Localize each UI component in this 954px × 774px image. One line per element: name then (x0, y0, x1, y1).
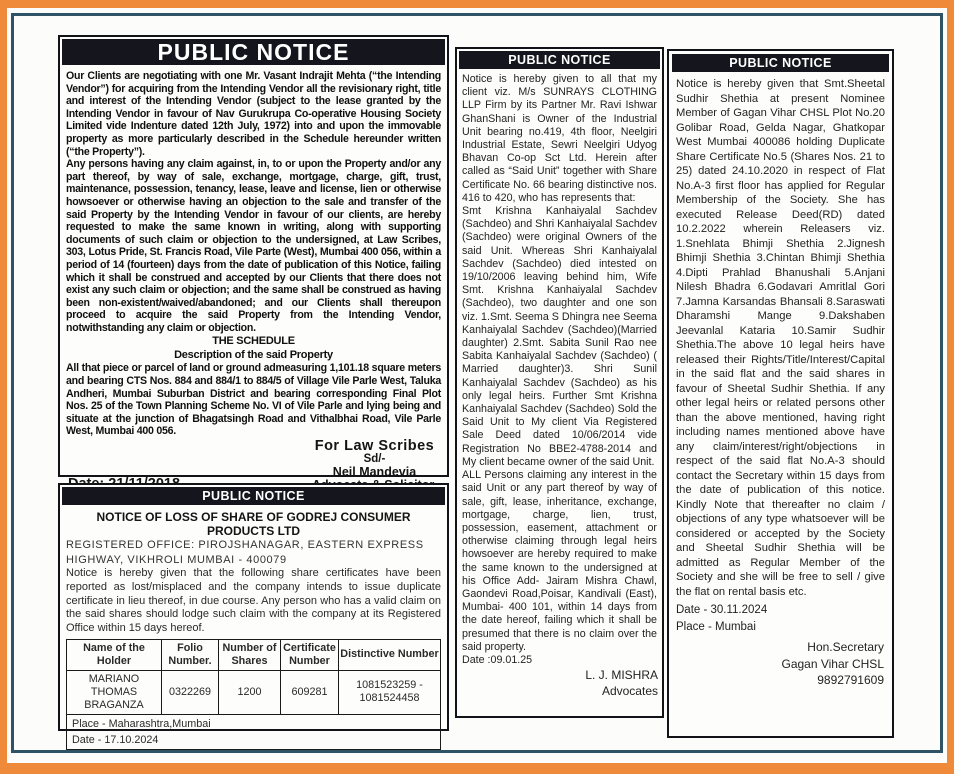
notice-date: Date - 17.10.2024 (72, 733, 159, 746)
signatory-name: Neil Mandevia (332, 465, 417, 480)
notice-paragraph: Notice is hereby given that Smt.Sheetal Sudhir Shethia at present Nominee Member of Gagan Vihar CHSL Plot No.20 Golibar Road, Gelda Nagar, Ghatkopar West Mumbai 400086 holding Duplicate Share Certificate No.5 (Shares Nos. 21 to 25) dated 24.10.2020 in respect of Flat No.A-3 first floor has applied for Regular Membership of the Society. She has executed Release Deed(RD) dated 10.2.2022 wherein Releasers viz. 1.Snehlata Bhimji Shethia 2.Jignesh Bhimji Shethia 3.Chintan Bhimji Shethia 4.Dipti Prahlad Bhanushali 5.Anjani Nilesh Bhadra 6.Godavari Amritlal Gori 7.Jamna Karsandas Bhansali 8.Saraswati Dharamshi Mange 9.Dakshaben Jeevanlal Kataria 10.Samir Sudhir Shethia.The above 10 legal heirs have released their Rights/Title/Interest/Capital in the said flat and the said shares in favour of Sheetal Sudhir Shethia. If any other legal heirs or related persons other than the above mentioned, having right including names mentioned above have any claim/interest/right/objections in respect of the said flat No.A-3 should contact the Secretary within 15 days from the date of publication of this notice. Kindly Note that thereafter no claim / objections of any type whatsoever will be considered or accepted by the Society and Sheetal Sudhir Shethia will be admitted as Regular Member of the Society and she will be free to sell / give the flat on rental basis etc. (676, 78, 885, 598)
notice-place: Place - Maharashtra,Mumbai (72, 717, 211, 730)
folio-cell: 0322269 (162, 670, 219, 714)
public-notice-title-bar (672, 54, 889, 72)
notice-property-body (60, 67, 447, 438)
public-notice-title: PUBLIC NOTICE (202, 489, 305, 503)
column-header: Folio Number. (162, 639, 219, 670)
column-header: Name of the Holder (67, 639, 162, 670)
notice-property (58, 35, 449, 480)
notice-paragraph: Notice is hereby given to all that my client viz. M/s SUNRAYS CLOTHING LLP Firm by its Partner Mr. Ravi Ishwar GhanShani is Owner of the Industrial Unit bearing no.419, 4th floor, Neelgiri Industrial Estate, Sewri Neelgiri Udyog Bhavan Co-op Sct Ltd. Herein after called as “Said Unit” together with Share Certificate No. 66 bearing distinctive nos. 416 to 420, who has represents that: (462, 73, 657, 204)
public-notice-title-bar (62, 39, 445, 65)
notice-godrej (58, 483, 449, 746)
public-notice-title-bar (459, 51, 660, 69)
signatory-name: L. J. MISHRA (585, 668, 658, 683)
notice-sunrays-body (457, 71, 662, 667)
signatory-title: Advocates (601, 684, 658, 699)
table-row (67, 670, 441, 714)
notice-date: Date - 30.11.2024 (676, 604, 768, 616)
notice-gagan-body (669, 75, 892, 599)
column-header: Distinctive Number (339, 639, 441, 670)
notice-paragraph: Any persons having any claim against, in, to or upon the Property and/or any part thereof, by way of sale, exchange, mortgage, charge, gift, trust, maintenance, possession, tenancy, lease, leave and license, lien or otherwise howsoever or otherwise having an objection to the sale and transfer of the said Property by the Intending Vendor in favour of our clients, are hereby requested to make the same known in writing, along with supporting documents of such claim or objection to the undersigned, at Law Scribes, 303, Lotus Pride, St. Francis Road, Vile Parte (West), Mumbai 400 056, within a period of 14 (fourteen) days from the date of publication of this Notice, failing which it shall be construed and accepted by our Clients that there does not exist any such claim or objection; and the same shall be construed as having been non-existent/waived/abandoned; and our Clients shall thereupon proceed to acquire the said Property from the Intending Vendor, notwithstanding any claim or objection. (66, 158, 441, 334)
notice-paragraph: All that piece or parcel of land or ground admeasuring 1,101.18 square meters and bearing CTS Nos. 884 and 884/1 to 884/5 of Village Vile Parle West, Taluka Andheri, Mumbai Suburban District and bearing corresponding Final Plot Nos. 25 of the Town Planning Scheme No. VI of Vile Parle and lying being and situate at the junction of Bhagatsingh Road and Vithalbhai Road, Vile Parle West, Mumbai 400 056. (66, 362, 441, 438)
place-date-box (66, 715, 441, 750)
public-notice-title: PUBLIC NOTICE (157, 39, 350, 65)
notice-paragraph: Our Clients are negotiating with one Mr. Vasant Indrajit Mehta (“the Intending Vendor”) for acquiring from the Intending Vendor all the revisionary right, title and interest of the Intending Vendor (subject to the lease granted by the Intending Vendor in favour of Nav Gurukrupa Co-operative Housing Society Limited vide Indenture dated 12th July, 1972) into and upon the immovable property as more particularly described in the Schedule hereunder written (“the Property”). (66, 70, 441, 158)
registered-office-line: REGISTERED OFFICE: PIROJSHANAGAR, EASTERN EXPRESS HIGHWAY, VIKHROLI MUMBAI - 400079 (66, 539, 424, 566)
schedule-subheading: Description of the said Property (174, 349, 333, 362)
public-notice-title-bar (62, 487, 445, 505)
notice-place: Place - Mumbai (676, 620, 756, 633)
table-header-row (67, 639, 441, 670)
notice-meta (669, 599, 892, 635)
distinctive-cell: 1081523259 - 1081524458 (339, 670, 441, 714)
notice-date: Date :09.01.25 (462, 653, 533, 666)
public-notice-title: PUBLIC NOTICE (729, 56, 832, 70)
signature-block (669, 635, 892, 689)
notice-gagan-vihar (667, 49, 894, 738)
column-header: Number of Shares (219, 639, 281, 670)
signatory-title: Hon.Secretary (807, 640, 884, 654)
notice-paragraph: Smt Krishna Kanhaiyalal Sachdev (Sachdeo) and Shri Kanhaiyalal Sachdev (Sachdeo) were original Owners of the said Unit. Whereas Shri Kanhaiyalal Sachdev (Sachdeo) died intested on 19/10/2006 leaving behind him, Wife Smt. Krishna Kanhaiyalal Sachdev (Sachdeo), two daughter and one son viz. 1.Smt. Seema S Dhingra nee Seema Kanhaiyalal Sachdev (Sachdeo)(Married daughter) 2.Smt. Sabita Sunil Rao nee Sabita Kanhaiyalal Sachdev (Sachdeo) ( Married daughter)3. Shri Sunil Kanhaiyalal Sachdev (Sachdeo) as his only legal heirs. Further Smt Krishna Kanhaiyalal Sachdev (Sachdeo) Sold the Said Unit to My client Via Registered Sale Deed dated 10/06/2014 vide Registration No BBE2-4788-2014 and My client became owner of the said Unit. (462, 205, 657, 468)
signature-sd: Sd/- (363, 453, 386, 466)
notice-paragraph: Notice is hereby given that the following share certificates have been reported as lost/misplaced and the company intends to issue duplicate certificate in lieu thereof, in due course. Any person who has a valid claim on the said shares should lodge such claim with the company at its Registered Office within 15 days hereof. (66, 567, 441, 635)
notice-sunrays (455, 47, 664, 718)
share-certificate-table (66, 639, 441, 715)
signatory-society: Gagan Vihar CHSL (781, 656, 884, 671)
signature-for-line: For Law Scribes (314, 438, 435, 455)
notice-heading: NOTICE OF LOSS OF SHARE OF GODREJ CONSUMER PRODUCTS LTD (96, 510, 411, 538)
shares-cell: 1200 (219, 670, 281, 714)
certificate-cell: 609281 (281, 670, 339, 714)
schedule-heading: THE SCHEDULE (212, 335, 295, 348)
column-header: Certificate Number (281, 639, 339, 670)
signature-block (457, 667, 662, 699)
notice-godrej-body (60, 507, 447, 750)
holder-name-cell: MARIANO THOMAS BRAGANZA (67, 670, 162, 714)
public-notice-title: PUBLIC NOTICE (508, 53, 611, 67)
notice-paragraph: ALL Persons claiming any interest in the said Unit or any part thereof by way of sale, gift, lease, inheritance, exchange, mortgage, charge, lien, trust, possession, easement, attachment or otherwise claiming through legal heirs howsoever are hereby required to make the same known to the undersigned at his Office Add- Jairam Mishra Chawl, Gaondevi Road,Poisar, Kandivali (East), Mumbai- 400 101, within 14 days from the date hereof, failing which it shall be presumed that there is no claim over the said property. (462, 469, 657, 653)
signatory-phone: 9892791609 (817, 673, 884, 687)
